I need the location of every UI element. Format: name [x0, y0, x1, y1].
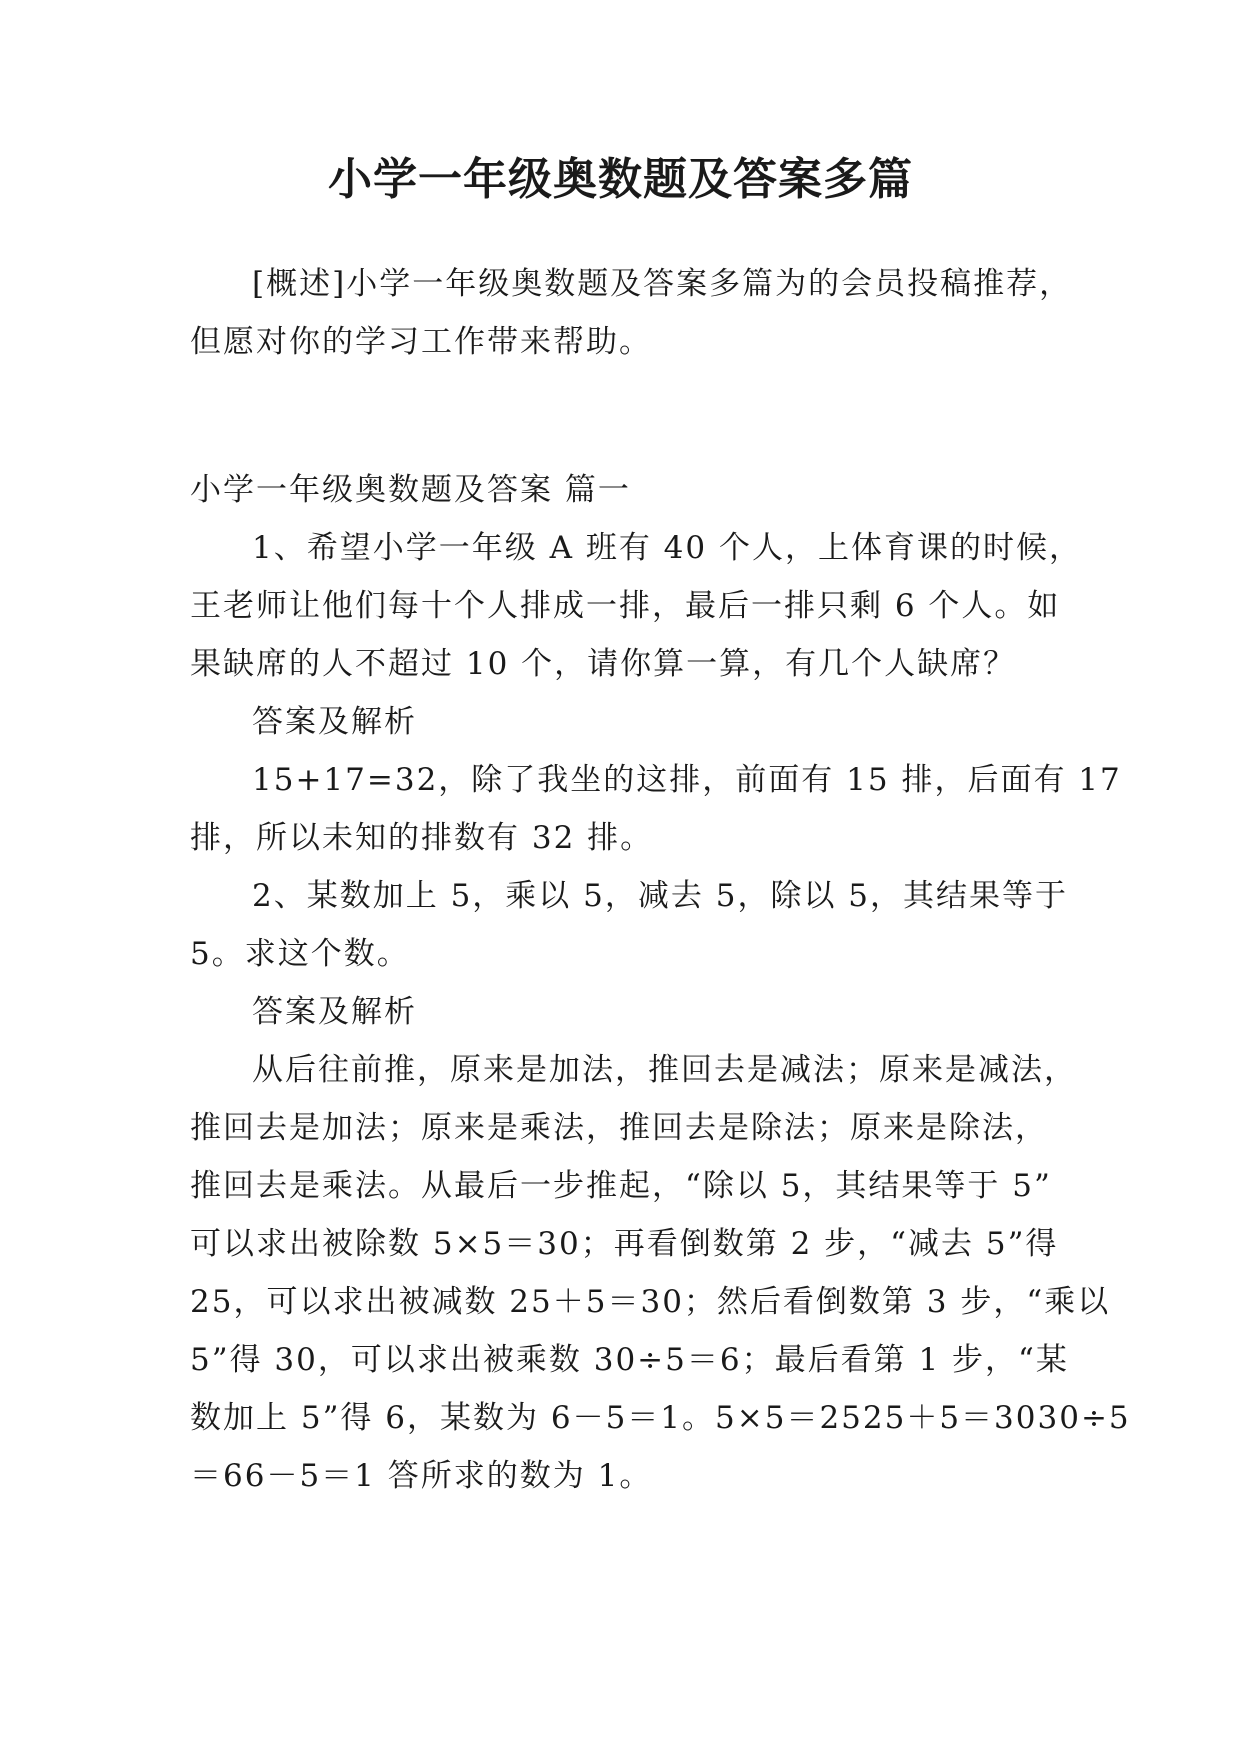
answer-2-line-2: 推回去是加法；原来是乘法，推回去是除法；原来是除法， [190, 1110, 1048, 1146]
question-1-line-2: 王老师让他们每十个人排成一排，最后一排只剩 6 个人。如 [190, 588, 1061, 624]
answer-2-line-8: ＝66－5＝1 答所求的数为 1。 [190, 1458, 653, 1494]
question-1-line-3: 果缺席的人不超过 10 个，请你算一算，有几个人缺席？ [190, 646, 1017, 682]
section-heading: 小学一年级奥数题及答案 篇一 [190, 472, 631, 508]
answer-2-line-4: 可以求出被除数 5×5＝30；再看倒数第 2 步，“减去 5”得 [190, 1226, 1059, 1262]
answer-heading-2: 答案及解析 [252, 994, 417, 1030]
answer-1-line-1: 15+17=32，除了我坐的这排，前面有 15 排，后面有 17 [252, 762, 1122, 798]
question-2-line-2: 5。求这个数。 [190, 936, 410, 972]
summary-line-2: 但愿对你的学习工作带来帮助。 [190, 324, 652, 360]
answer-2-line-5: 25，可以求出被减数 25＋5＝30；然后看倒数第 3 步，“乘以 [190, 1284, 1111, 1320]
answer-2-line-7: 数加上 5”得 6，某数为 6－5＝1。5×5＝2525＋5＝3030÷5 [190, 1400, 1131, 1436]
document-title: 小学一年级奥数题及答案多篇 [328, 154, 913, 205]
answer-2-line-1: 从后往前推，原来是加法，推回去是减法；原来是减法， [252, 1052, 1077, 1088]
answer-2-line-6: 5”得 30，可以求出被乘数 30÷5＝6；最后看第 1 步，“某 [190, 1342, 1069, 1378]
question-2-line-1: 2、某数加上 5，乘以 5，减去 5，除以 5，其结果等于 [252, 878, 1069, 914]
answer-2-line-3: 推回去是乘法。从最后一步推起，“除以 5，其结果等于 5” [190, 1168, 1052, 1204]
answer-1-line-2: 排，所以未知的排数有 32 排。 [190, 820, 654, 856]
question-1-line-1: 1、希望小学一年级 A 班有 40 个人，上体育课的时候， [252, 530, 1082, 566]
answer-heading-1: 答案及解析 [252, 704, 417, 740]
summary-line-1: [概述]小学一年级奥数题及答案多篇为的会员投稿推荐， [252, 266, 1073, 302]
